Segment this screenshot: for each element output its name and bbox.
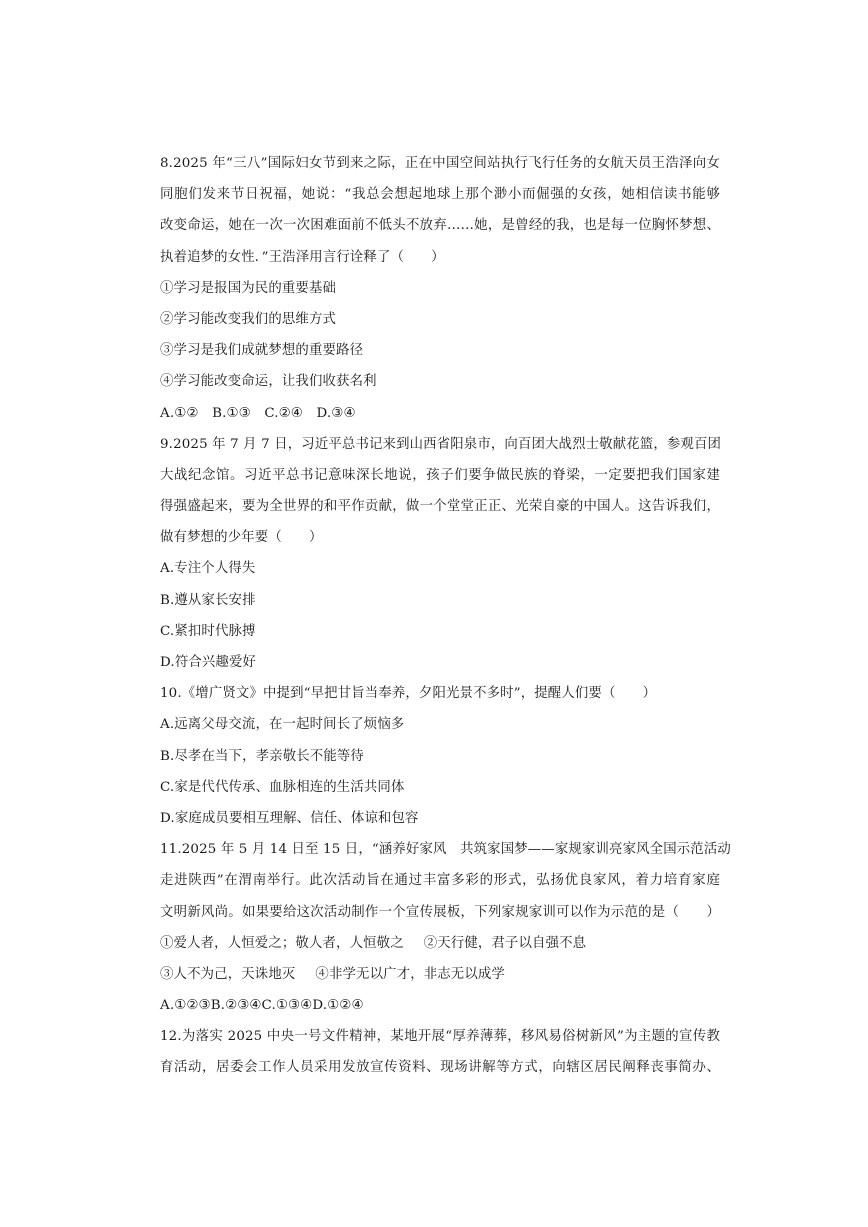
- statement: ③人不为己，天诛地灭: [160, 966, 296, 982]
- question-12: [160, 1021, 720, 1083]
- question-stem-line: 走进陕西”在渭南举行。此次活动旨在通过丰富多彩的形式，弘扬优良家风，着力培育家庭: [160, 873, 720, 889]
- option: D.符合兴趣爱好: [160, 655, 257, 670]
- question-stem-line: 执着追梦的女性．”王浩泽用言行诠释了（ ）: [160, 249, 445, 265]
- statement: ②学习能改变我们的思维方式: [160, 311, 337, 327]
- option: C.家是代代传承、血脉相连的生活共同体: [160, 779, 405, 795]
- question-9: [160, 429, 720, 679]
- question-stem-line: 11.2025 年 5 月 14 日至 15 日，“涵养好家风 共筑家国梦——家规家训亮家风全国示范活动: [160, 842, 731, 858]
- option: D.家庭成员要相互理解、信任、体谅和包容: [160, 810, 419, 826]
- statement: ④非学无以广才，非志无以成学: [315, 966, 505, 982]
- option: B.尽孝在当下，孝亲敬长不能等待: [160, 748, 364, 764]
- option: A.专注个人得失: [160, 561, 256, 577]
- answer-choices: A.①②③B.②③④C.①③④D.①②④: [160, 998, 364, 1014]
- question-11: [160, 834, 731, 1021]
- option: B.遵从家长安排: [160, 592, 256, 608]
- question-stem-line: 大战纪念馆。习近平总书记意味深长地说，孩子们要争做民族的脊梁，一定要把我们国家建: [160, 467, 720, 483]
- answer-choices: A.①② B.①③ C.②④ D.③④: [160, 405, 356, 421]
- option: A.远离父母交流，在一起时间长了烦恼多: [160, 717, 405, 733]
- question-stem-line: 12.为落实 2025 中央一号文件精神，某地开展“厚养薄葬，移风易俗树新风”为主题的宣传教: [160, 1029, 720, 1045]
- question-stem-line: 10.《增广贤文》中提到“早把甘旨当奉养，夕阳光景不多时”，提醒人们要（ ）: [160, 686, 657, 702]
- statement-pair: [160, 928, 720, 959]
- question-stem-line: 做有梦想的少年要（ ）: [160, 530, 323, 546]
- question-stem-line: 育活动，居委会工作人员采用发放宣传资料、现场讲解等方式，向辖区居民阐释丧事简办、: [160, 1060, 720, 1076]
- statement: ②天行健，君子以自强不息: [423, 935, 587, 951]
- statement: ①学习是报国为民的重要基础: [160, 280, 337, 296]
- question-stem-line: 改变命运，她在一次一次困难面前不低头不放弃……她，是曾经的我，也是每一位胸怀梦想、: [160, 218, 720, 234]
- question-stem-line: 同胞们发来节日祝福，她说：“我总会想起地球上那个渺小而倔强的女孩，她相信读书能够: [160, 187, 720, 203]
- statement: ④学习能改变命运，让我们收获名利: [160, 374, 377, 390]
- statement: ③学习是我们成就梦想的重要路径: [160, 343, 364, 359]
- question-10: [160, 678, 720, 834]
- question-stem-line: 8.2025 年“三八”国际妇女节到来之际，正在中国空间站执行飞行任务的女航天员王浩泽向女: [160, 156, 720, 171]
- question-8: [160, 148, 720, 429]
- exam-page: [160, 148, 731, 1084]
- question-stem-line: 9.2025 年 7 月 7 日，习近平总书记来到山西省阳泉市，向百团大战烈士敬献花篮，参观百团: [160, 436, 722, 452]
- question-stem-line: 得强盛起来，要为全世界的和平作贡献，做一个堂堂正正、光荣自豪的中国人。这告诉我们，: [160, 499, 720, 515]
- statement-pair: [160, 959, 720, 990]
- option: C.紧扣时代脉搏: [160, 623, 256, 639]
- statement: ①爱人者，人恒爱之；敬人者，人恒敬之: [160, 935, 404, 951]
- question-stem-line: 文明新风尚。如果要给这次活动制作一个宣传展板，下列家规家训可以作为示范的是（ ）: [160, 904, 720, 920]
